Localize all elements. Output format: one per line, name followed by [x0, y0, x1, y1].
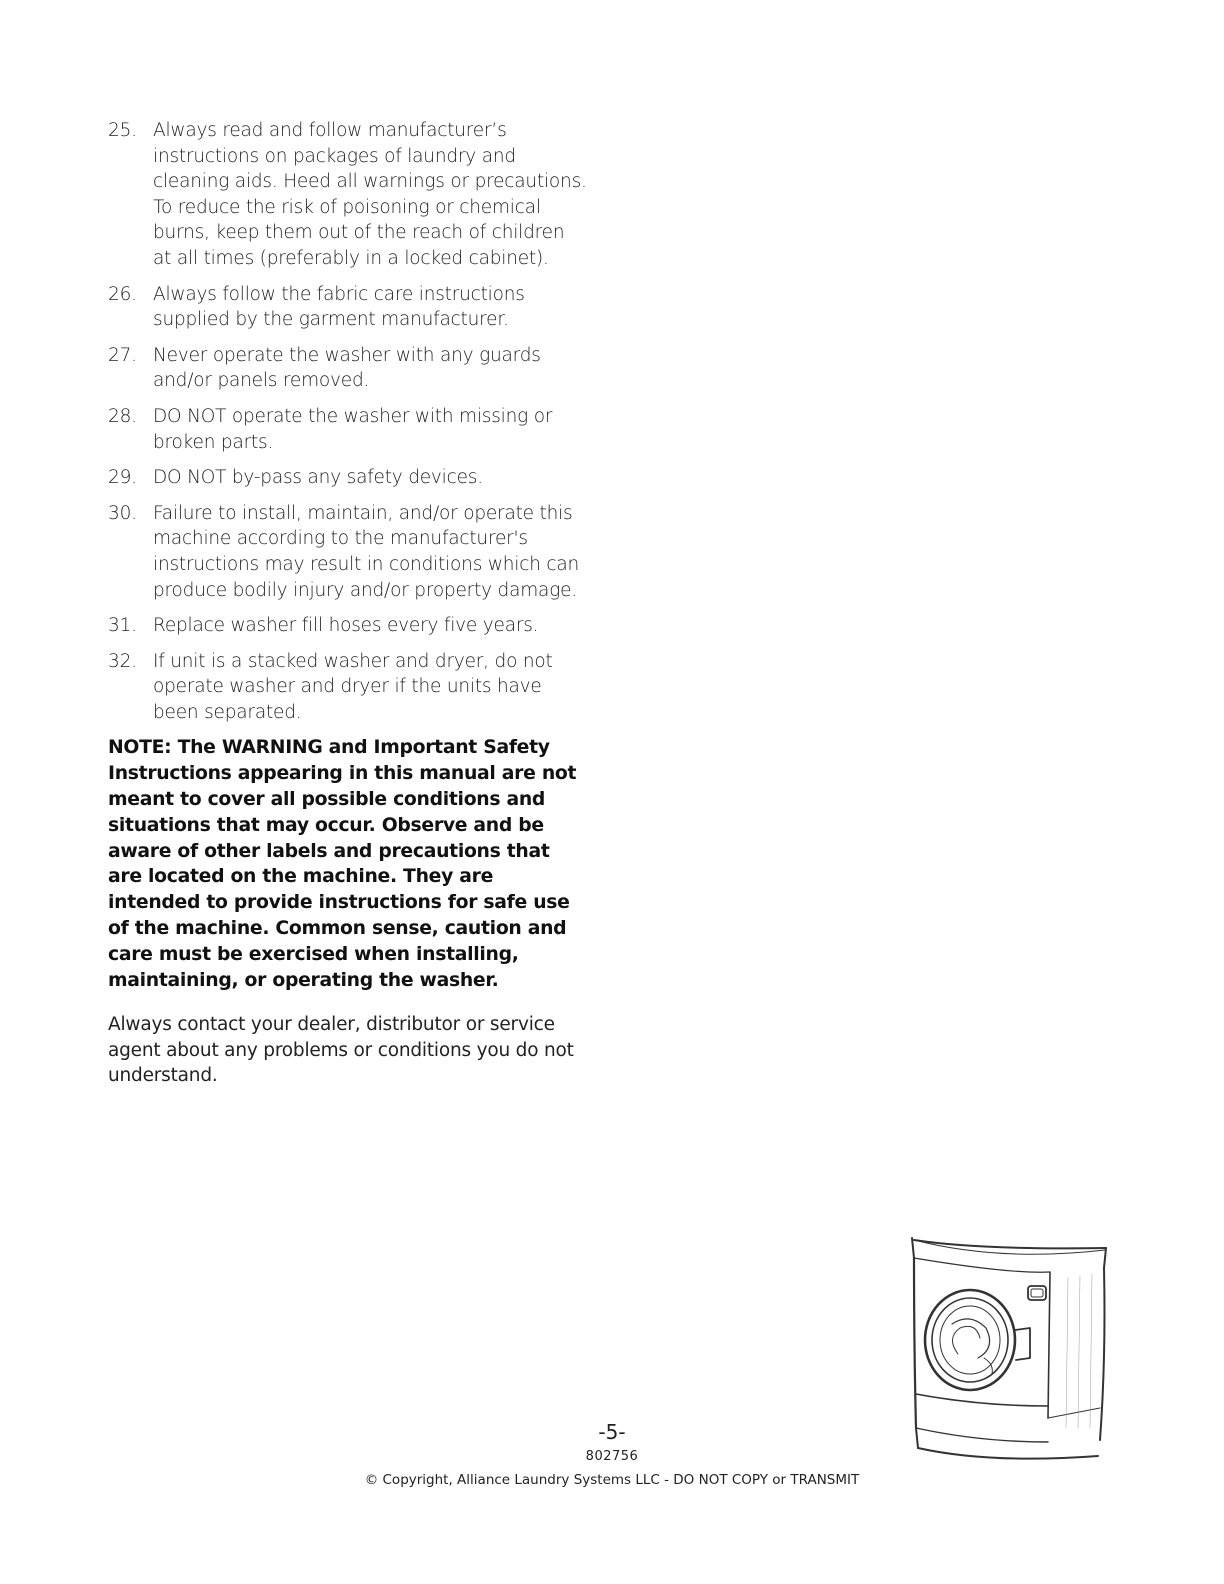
item-number: 27.: [108, 344, 137, 366]
washer-illustration-icon: [900, 1228, 1115, 1468]
list-item: [108, 343, 588, 394]
main-content: [108, 118, 588, 1108]
item-number: 25.: [108, 120, 137, 141]
contact-paragraph: Always contact your dealer, distributor or service agent about any problems or conditions you do not understand.: [108, 1014, 574, 1087]
list-item: [108, 118, 588, 272]
list-item: [108, 404, 588, 455]
item-number: 30.: [108, 502, 137, 524]
item-text: Never operate the washer with any guards and/or panels removed.: [153, 344, 541, 392]
document-number: 802756: [585, 1449, 639, 1464]
item-number: 31.: [108, 615, 137, 637]
item-number: 29.: [108, 467, 137, 489]
list-item: [108, 501, 588, 603]
item-text: DO NOT operate the washer with missing or broken parts.: [153, 405, 553, 453]
item-text: DO NOT by-pass any safety devices.: [153, 467, 483, 489]
page-number: -5-: [598, 1420, 626, 1444]
item-text: Replace washer fill hoses every five years.: [153, 615, 539, 637]
item-number: 32.: [108, 650, 137, 672]
list-item: [108, 649, 588, 726]
safety-instructions-list: [108, 118, 588, 725]
item-number: 28.: [108, 405, 137, 427]
item-number: 26.: [108, 283, 137, 305]
list-item: [108, 282, 588, 333]
item-text: Failure to install, maintain, and/or operate this machine according to the manufacturer's instructions may result in conditions which can produce bodily injury and/or property damage.: [153, 502, 580, 601]
item-text: Always read and follow manufacturer’s instructions on packages of laundry and cleaning aids. Heed all warnings or precautions. To reduce the risk of poisoning or chemical burns, keep them out of the reach of children at all times (preferably in a locked cabinet).: [153, 120, 587, 269]
list-item: [108, 465, 588, 491]
list-item: [108, 613, 588, 639]
item-text: Always follow the fabric care instructions supplied by the garment manufacturer.: [153, 283, 525, 331]
copyright-notice: © Copyright, Alliance Laundry Systems LLC - DO NOT COPY or TRANSMIT: [364, 1472, 860, 1488]
safety-note: NOTE: The WARNING and Important Safety Instructions appearing in this manual are not meant to cover all possible conditions and situations that may occur. Observe and be aware of other labels and precautions that are located on the machine. They are intended to provide instructions for safe use of the machine. Common sense, caution and care must be exercised when installing, maintaining, or operating the washer.: [108, 737, 577, 991]
item-text: If unit is a stacked washer and dryer, do not operate washer and dryer if the units have been separated.: [153, 650, 553, 723]
